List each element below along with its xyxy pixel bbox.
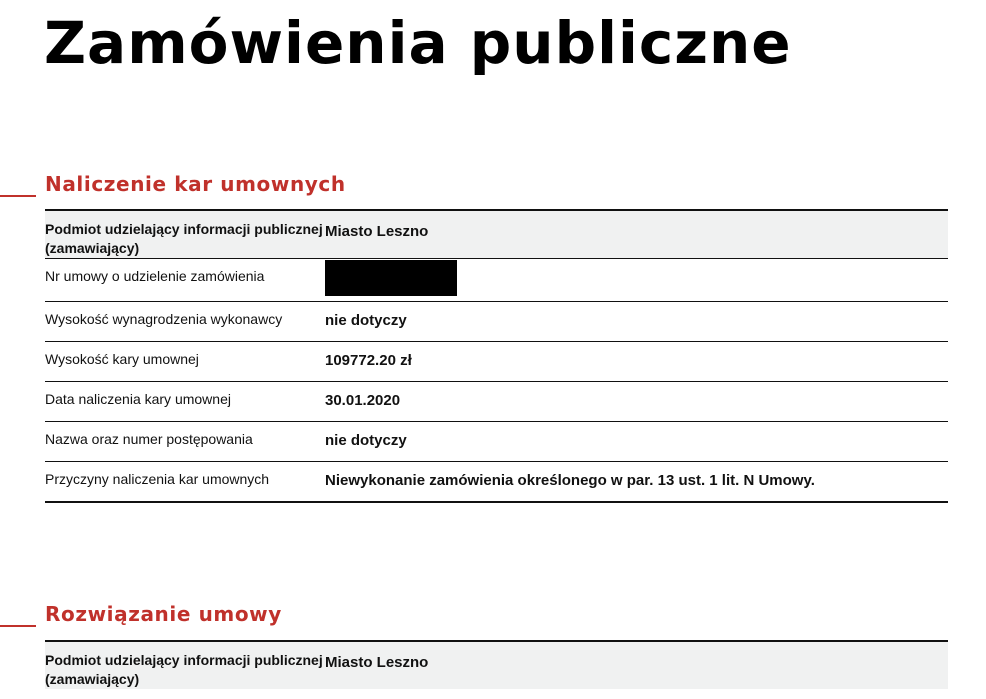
row-value: 30.01.2020 xyxy=(325,382,948,422)
section-kary-umowne xyxy=(0,170,986,489)
section-rozwiazanie-umowy xyxy=(0,600,986,687)
row-label: Podmiot udzielający informacji publicznej (zamawiający) xyxy=(45,210,325,259)
row-label: Przyczyny naliczenia kar umownych xyxy=(45,471,270,487)
row-value: nie dotyczy xyxy=(325,302,948,342)
section-heading-wrap xyxy=(0,170,986,200)
page-title: Zamówienia publiczne xyxy=(44,9,792,77)
table-row xyxy=(45,210,948,259)
row-label: Nr umowy o udzielenie zamówienia xyxy=(45,259,325,302)
row-label: Nazwa oraz numer postępowania xyxy=(45,422,325,462)
info-table xyxy=(45,640,948,689)
section-heading-wrap xyxy=(0,600,986,630)
table-row xyxy=(45,259,948,302)
row-label: Data naliczenia kary umownej xyxy=(45,382,325,422)
row-value: Miasto Leszno xyxy=(325,641,948,689)
row-label: Podmiot udzielający informacji publicznej (zamawiający) xyxy=(45,641,325,689)
row-value: nie dotyczy xyxy=(325,422,948,462)
table-row xyxy=(45,641,948,689)
section-accent-line xyxy=(0,625,36,627)
table-row xyxy=(45,302,948,342)
section-accent-line xyxy=(0,195,36,197)
section-heading: Rozwiązanie umowy xyxy=(45,602,282,626)
row-label: Wysokość wynagrodzenia wykonawcy xyxy=(45,302,325,342)
row-value: Miasto Leszno xyxy=(325,210,948,259)
row-value: 109772.20 zł xyxy=(325,342,948,382)
redaction-box xyxy=(325,260,457,296)
table-row xyxy=(45,462,948,502)
row-label: Wysokość kary umownej xyxy=(45,342,325,382)
info-table xyxy=(45,209,948,503)
section-heading: Naliczenie kar umownych xyxy=(45,172,346,196)
row-value: Niewykonanie zamówienia określonego w par. 13 ust. 1 lit. N Umowy. xyxy=(325,472,815,489)
table-row xyxy=(45,342,948,382)
table-row xyxy=(45,422,948,462)
table-row xyxy=(45,382,948,422)
row-value xyxy=(325,259,948,302)
